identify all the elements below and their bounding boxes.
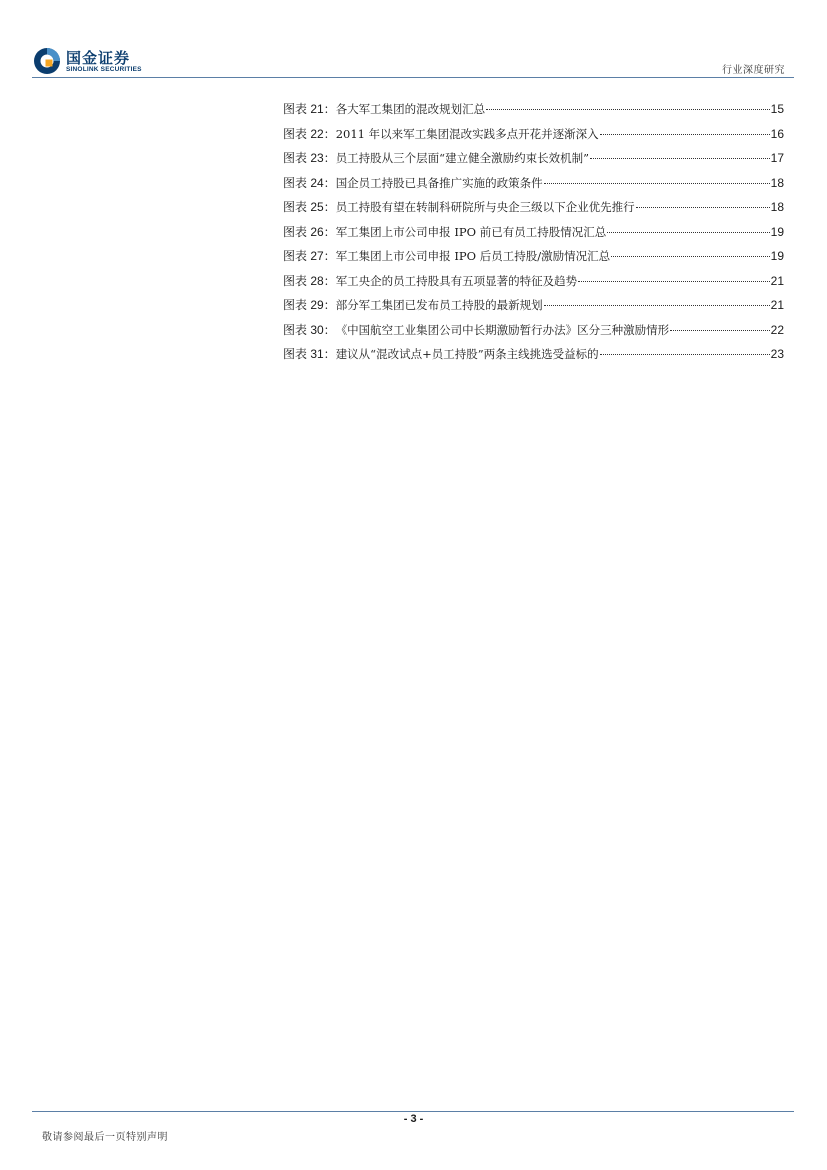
toc-entry-page: 21 <box>770 273 784 288</box>
page-number: - 3 - <box>403 1113 424 1125</box>
toc-entry-label: 图表 23： <box>283 151 336 165</box>
logo-chinese-text: 国金证券 <box>66 49 131 67</box>
toc-entry-title: 军工集团上市公司申报 IPO 后员工持股/激励情况汇总 <box>335 249 611 263</box>
disclaimer-note: 敬请参阅最后一页特别声明 <box>42 1132 168 1143</box>
toc-entry-label: 图表 26： <box>283 224 336 239</box>
footer-divider <box>32 1111 794 1112</box>
toc-entry-title: 2011 年以来军工集团混改实践多点开花并逐渐深入 <box>335 126 599 141</box>
toc-entry-title: 员工持股有望在转制科研院所与央企三级以下企业优先推行 <box>335 200 635 214</box>
toc-entry-page: 15 <box>770 102 784 116</box>
toc-entry-page: 17 <box>770 151 784 165</box>
toc-dot-leader <box>607 232 769 233</box>
toc-dot-leader <box>590 158 770 159</box>
toc-entry-page: 18 <box>770 175 784 190</box>
toc-entry-page: 21 <box>770 298 784 312</box>
toc-entry-page: 23 <box>770 347 784 361</box>
toc-entry[interactable] <box>283 342 784 367</box>
toc-entry-label: 图表 27： <box>283 249 336 263</box>
toc-entry-title: 国企员工持股已具备推广实施的政策条件 <box>335 175 543 190</box>
toc-entry[interactable] <box>283 146 784 171</box>
toc-entry[interactable] <box>283 122 784 147</box>
toc-dot-leader <box>636 207 770 208</box>
toc-entry-page: 18 <box>770 200 784 214</box>
toc-entry-label: 图表 29： <box>283 298 336 312</box>
toc-entry[interactable] <box>283 171 784 196</box>
toc-entry-page: 16 <box>770 126 784 141</box>
toc-entry-label: 图表 30： <box>283 322 336 337</box>
figure-list <box>283 97 784 367</box>
toc-entry-page: 22 <box>770 322 784 337</box>
toc-dot-leader <box>578 281 769 282</box>
toc-entry-label: 图表 25： <box>283 200 336 214</box>
toc-dot-leader <box>600 354 770 355</box>
toc-entry[interactable] <box>283 318 784 343</box>
toc-dot-leader <box>670 330 769 331</box>
toc-entry-label: 图表 28： <box>283 273 336 288</box>
toc-entry-title: 员工持股从三个层面“建立健全激励约束长效机制” <box>335 151 589 165</box>
document-type: 行业深度研究 <box>722 65 785 76</box>
toc-dot-leader <box>611 256 770 257</box>
header-divider <box>32 77 794 78</box>
toc-entry[interactable] <box>283 293 784 318</box>
toc-dot-leader <box>544 183 770 184</box>
toc-entry[interactable] <box>283 195 784 220</box>
toc-entry[interactable] <box>283 220 784 245</box>
toc-entry-label: 图表 22： <box>283 126 336 141</box>
toc-entry[interactable] <box>283 269 784 294</box>
toc-entry-page: 19 <box>770 249 784 263</box>
toc-entry-title: 建议从“混改试点+员工持股”两条主线挑选受益标的 <box>335 347 599 361</box>
logo-english-text: SINOLINK SECURITIES <box>66 66 142 73</box>
toc-dot-leader <box>486 109 769 110</box>
toc-entry[interactable] <box>283 244 784 269</box>
toc-entry-label: 图表 31： <box>283 347 336 361</box>
toc-entry-label: 图表 24： <box>283 175 336 190</box>
toc-entry-title: 部分军工集团已发布员工持股的最新规划 <box>335 298 543 312</box>
toc-dot-leader <box>600 134 770 135</box>
toc-entry-title: 《中国航空工业集团公司中长期激励暂行办法》区分三种激励情形 <box>335 322 670 337</box>
company-logo <box>32 46 172 80</box>
toc-entry-title: 军工集团上市公司申报 IPO 前已有员工持股情况汇总 <box>335 224 607 239</box>
toc-dot-leader <box>544 305 770 306</box>
logo-mark-icon <box>32 46 62 76</box>
toc-entry-title: 军工央企的员工持股具有五项显著的特征及趋势 <box>335 273 578 288</box>
toc-entry-page: 19 <box>770 224 784 239</box>
toc-entry-title: 各大军工集团的混改规划汇总 <box>335 102 486 116</box>
toc-entry[interactable] <box>283 97 784 122</box>
toc-entry-label: 图表 21： <box>283 102 336 116</box>
page-header <box>0 0 827 80</box>
